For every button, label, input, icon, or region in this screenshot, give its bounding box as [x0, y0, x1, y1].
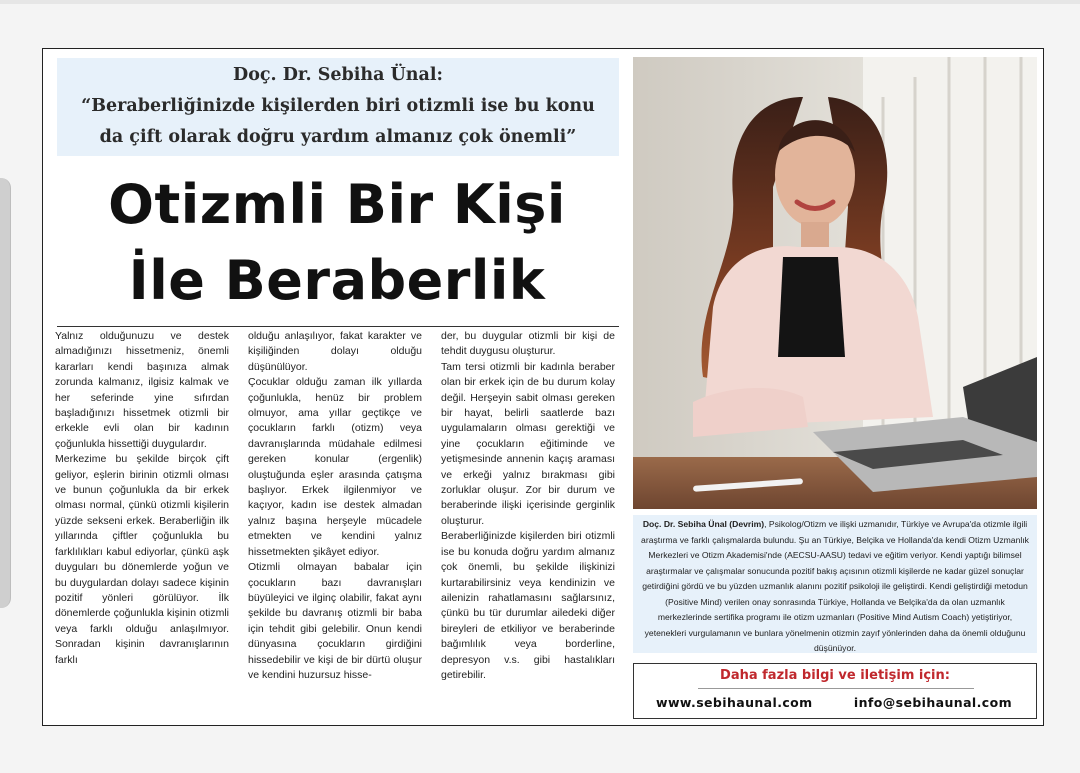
page-edge-shadow	[0, 178, 11, 608]
contact-box	[633, 663, 1037, 719]
caption-name: Doç. Dr. Sebiha Ünal (Devrim)	[642, 519, 765, 529]
pull-quote-box	[57, 58, 619, 156]
column-paragraph: Otizmli olmayan babalar için çocukların bazı davranışları büyüleyici ve ilginç olabilir, fakat aynı şekilde bu davranış otizmli bir baba için tehdit gibi gelebilir. Onun kendi dünyasına çocukların girdiğini hissedebilir ve kişi de bir dürtü oluşur ve kendini huzursuz hisse-	[248, 561, 422, 681]
photo-caption	[633, 515, 1037, 653]
contact-title: Daha fazla bilgi ve iletişim için:	[720, 668, 950, 683]
email-link[interactable]: info@sebihaunal.com	[853, 695, 1012, 710]
headline-line-2: İle Beraberlik	[128, 249, 546, 312]
quote-author: Doç. Dr. Sebiha Ünal:	[233, 65, 443, 85]
column-paragraph: Beraberliğinizde kişilerden biri otizmli ise bu konuda doğru yardım almanız çok önemli, bu şekilde ilişkinizi kurtarabilirsiniz veya kendinizin ve ailenizin rahatlamasını sağlarsınız, çünkü bu tür durumlar ailedeki diğer bireyleri de etkiliyor ve beraberinde bağımlılık veya borderline, depresyon v.s. gibi hastalıkları getirebilir.	[441, 530, 615, 681]
article-column-2	[248, 329, 422, 683]
contact-underline	[698, 688, 974, 689]
column-paragraph: Tam tersi otizmli bir kadınla beraber olan bir erkek için de bu durum kolay değil. Herşeyin sabit olması gereken bir hayat, belirli saatlerde bazı uygulamaların olması gerektiği ve yine çocukların eğitiminde ve yetişmesinde annenin kaçış araması ve erkeği yalnız bırakması gibi zorluklar oluşur. Zor bir durum ve beraberinde ilişki içerisinde gerginlik oluşturur.	[441, 360, 615, 527]
column-paragraph: Çocuklar olduğu zaman ilk yıllarda çoğunlukla, henüz bir problem olmuyor, ama yıllar geçtikçe ve çocukların farklı (otizm) veya davranışlarında müdahale edilmesi gereken konular (ergenlik) oluştuğunda eşler arasında çatışma başlıyor. Erkek ilgilenmiyor ve kaçıyor, kadın ise destek almadan yalnız başına herşeyle mücadele etmekten ve kendini yalnız hissetmekten şikâyet ediyor.	[248, 376, 422, 558]
headline	[57, 167, 617, 319]
portrait-photo-icon	[633, 57, 1037, 509]
divider-rule	[57, 326, 619, 327]
column-paragraph: Merkezime bu şekilde birçok çift geliyor, eşlerin birinin otizmli olması ve bunun çoğunlukla da bir erkek olması normal, çünkü otizmli kişilerin yüzde sekseni erkek. Beraberliğin ilk yıllarında çiftler çoğunlukla bu farklılıkları kabul ediyorlar, çünkü aşk duyguları bu dönemlerde yoğun ve bu duygulardan dolayı sadece kişinin pozitif yönleri görülüyor. İlk dönemlerde çoğunlukla kişinin otizmli veya farklı olduğu anlaşılmıyor. Sonradan kişinin davranışlarının farklı	[55, 453, 229, 666]
scan-top-edge	[0, 0, 1080, 4]
website-link[interactable]: www.sebihaunal.com	[656, 695, 813, 710]
headline-line-1: Otizmli Bir Kişi	[108, 173, 566, 236]
quote-line-1: “Beraberliğinizde kişilerden biri otizmli ise bu konu	[81, 96, 595, 116]
column-paragraph: olduğu anlaşılıyor, fakat karakter ve kişiliğinden dolayı olduğu düşünülüyor.	[248, 330, 422, 373]
newspaper-page	[42, 48, 1044, 726]
portrait-photo	[633, 57, 1037, 509]
column-paragraph: der, bu duygular otizmli bir kişi de tehdit duygusu oluşturur.	[441, 330, 615, 358]
caption-text: , Psikolog/Otizm ve ilişki uzmanıdır, Türkiye ve Avrupa'da otizmle ilgili araştırma ve farklı çalışmalarda bulundu. Şu an Türkiye, Belçika ve Hollanda'da kendi Otizm Uzmanlık Merkezleri ve Otizm Akademisi'nde (AECSU-AASU) tedavi ve eğitim veriyor. Kendi yaptığı bilimsel araştırmalar ve çalışmalar sonucunda pozitif bakış açısının otizmli kişilerde ne kadar güzel sonuçlar getirdiğini gördü ve bu yüzden uzmanlık alanını pozitif psikoloji ile geliştirdi. Kendi geliştirdiği metodun (Positive Mind) verilen onay sonrasında Türkiye, Hollanda ve Belçika'da da olan uzmanlık merkezlerinde sertifika programı ile otizm uzmanları (Positive Mind Autism Coach) yetiştiriyor, yetenekleri vurgulamanın ve bunlara yönelmenin otizmin zayıf yönlerinden daha da önemli olduğunu düşünüyor.	[641, 519, 1029, 653]
article-column-1	[55, 329, 229, 668]
article-column-3	[441, 329, 615, 683]
quote-line-2: da çift olarak doğru yardım almanız çok önemli”	[99, 127, 577, 147]
column-paragraph: Yalnız olduğunuzu ve destek almadığınızı hissetmeniz, önemli kararları kendi başınıza almak zorunda kalmanız, ilgisiz kalmak ve her seferinde yine sıfırdan başladığınızı hissetmek otizmli bir erkekle evli olan bir kadının çoğunlukla hissettiği duygulardır.	[55, 330, 229, 450]
